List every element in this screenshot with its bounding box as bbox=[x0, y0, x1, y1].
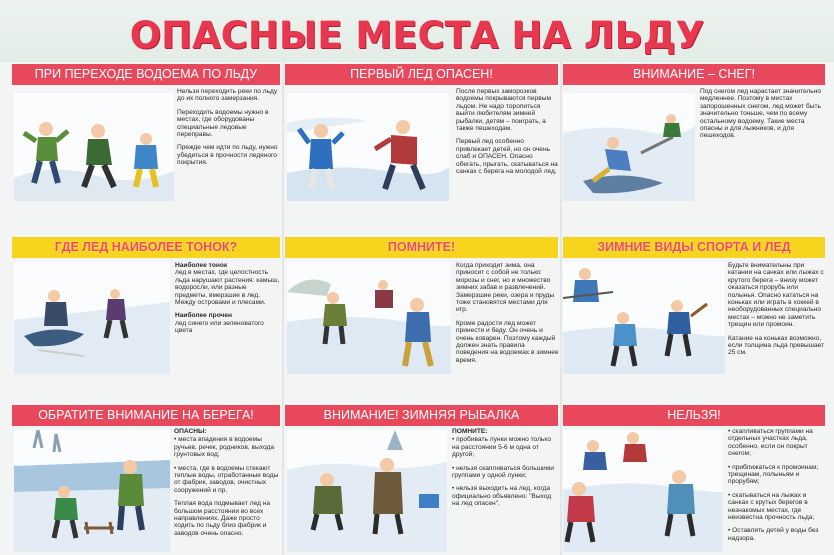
list-item: • скатываться на лыжах и санках с крутых берегов в незнакомых местах, где неизвестна прочность льда; bbox=[728, 491, 815, 522]
illustration-children-on-ice bbox=[563, 430, 723, 552]
illustration-hockey-skiing bbox=[563, 262, 725, 374]
fold-line bbox=[282, 0, 284, 555]
text-snow bbox=[700, 88, 825, 208]
header-banks: ОБРАТИТЕ ВНИМАНИЕ НА БЕРЕГА! bbox=[12, 405, 280, 426]
header-thin-ice: ГДЕ ЛЕД НАИБОЛЕЕ ТОНОК? bbox=[12, 237, 280, 258]
header-forbidden: НЕЛЬЗЯ! bbox=[563, 405, 825, 426]
illustration-sled-near-factory bbox=[14, 430, 170, 552]
illustration-skier-falling bbox=[563, 93, 695, 201]
strong-text: лед синего или зеленоватого цвета bbox=[175, 319, 264, 335]
illustration-ice-fishing bbox=[287, 430, 447, 552]
text-remember bbox=[456, 262, 559, 382]
illustration-children-crossing bbox=[14, 93, 174, 201]
paragraph: Прежде чем идти по льду, нужно убедиться в прочности ледяного покрытия. bbox=[177, 144, 278, 167]
paragraph: Под снегом лед нарастает значительно медленнее. Поэтому в местах запорошенных снегом, лед может быть значительно тоньше, чем по всему остальному водоему. Такие места опасны и для лыжников, и для пешеходов. bbox=[700, 88, 822, 140]
fold-line bbox=[560, 0, 562, 555]
paragraph: Будьте внимательны при катании на санках или лыжах с крутого берега – внизу может оказаться прорубь или полынья. Опасно кататься на коньках или играть в хоккей в необорудованных специально местах – можно не заметить трещин или промоин. bbox=[728, 262, 824, 329]
header-crossing: ПРИ ПЕРЕХОДЕ ВОДОЕМА ПО ЛЬДУ bbox=[12, 64, 280, 85]
illustration-ice-hole bbox=[14, 262, 170, 374]
paragraph: Первый лед особенно привлекает детей, но он очень слаб и ОПАСЕН. Опасно обегать, прыгать, скатываться на санках с берега на молодой лед. bbox=[456, 138, 558, 176]
strong-title: Наиболее прочен bbox=[175, 312, 233, 320]
paragraph: Нельзя переходить реки по льду до их полного замерзания. bbox=[177, 88, 278, 103]
text-fishing bbox=[452, 428, 558, 554]
text-forbidden bbox=[728, 428, 826, 554]
fishing-title: ПОМНИТЕ: bbox=[452, 428, 488, 435]
paragraph: Переходить водоемы нужно в местах, где оборудованы специальные ледовые переправы. bbox=[177, 108, 269, 139]
text-first-ice bbox=[456, 88, 559, 208]
list-item: • места, где в водоемы стекают теплые воды, отработанные воды от фабрик, заводов, очистных сооружений и пр. bbox=[174, 464, 279, 494]
paragraph: Кроме радости лед может принести и беду. Он очень и очень коварен. Поэтому каждый должен знать правила поведения на водоемах в зимнее время. bbox=[456, 319, 559, 364]
paragraph: Теплая вода подмывает лед на большом расстоянии во всех направлениях. Даже просто ходить по льду близ фабрик и заводов очень опасно. bbox=[174, 500, 271, 537]
list-item: • нельзя выходить на лед, когда официально объявлено: "Выход на лед опасен". bbox=[452, 485, 552, 508]
text-thin-ice bbox=[175, 262, 280, 382]
thin-text: лед в местах, где целостность льда нарушают растения: камыш, водоросли, или разные предметы, вмерзшие в лед. Между островами и плесами. bbox=[175, 269, 280, 307]
title-bar bbox=[0, 0, 834, 62]
paragraph: После первых заморозков водоемы покрываются первым льдом. Не надо торопиться выйти любителям зимней рыбалки, детям – поиграть, а также пешеходам. bbox=[456, 88, 551, 133]
list-item: • места впадения в водоемы ручьев, речек, родников, выхода грунтовых вод; bbox=[174, 436, 275, 459]
list-item: • Оставлять детей у воды без надзора. bbox=[728, 527, 819, 542]
illustration-children-playing bbox=[287, 93, 449, 201]
list-item: • скапливаться группами на отдельных участках льда, особенно, если он покрыт снегом; bbox=[728, 428, 813, 458]
list-item: • нельзя скапливаться большими группами у одной лунки; bbox=[452, 464, 554, 480]
thin-title: Наиболее тонок bbox=[175, 262, 228, 269]
text-winter-sports bbox=[728, 262, 826, 387]
paragraph: Когда приходит зима, она приносит с собой не только морозы и снег, но и множество зимних забав и развлечений. Замерзшие реки, озера и пруды тоже становятся местами для игр. bbox=[456, 262, 555, 314]
header-snow: ВНИМАНИЕ – СНЕГ! bbox=[563, 64, 825, 85]
header-remember: ПОМНИТЕ! bbox=[285, 237, 558, 258]
text-banks bbox=[174, 428, 280, 554]
poster-title: ОПАСНЫЕ МЕСТА НА ЛЬДУ bbox=[129, 14, 705, 57]
header-winter-sports: ЗИМНИЕ ВИДЫ СПОРТА И ЛЕД bbox=[563, 237, 825, 258]
illustration-fishermen bbox=[287, 262, 451, 374]
header-fishing: ВНИМАНИЕ! ЗИМНЯЯ РЫБАЛКА bbox=[285, 405, 558, 426]
list-item: • приближаться к промоинам, трещинам, полыньям и прорубям; bbox=[728, 463, 819, 486]
banks-title: ОПАСНЫ: bbox=[174, 428, 207, 435]
text-crossing bbox=[177, 88, 280, 208]
header-first-ice: ПЕРВЫЙ ЛЕД ОПАСЕН! bbox=[285, 64, 558, 85]
paragraph: Катание на коньках возможно, если толщина льда превышает 25 см. bbox=[728, 334, 825, 357]
list-item: • пробивать лунки можно только на расстоянии 5-6 м одна от другой; bbox=[452, 436, 551, 459]
